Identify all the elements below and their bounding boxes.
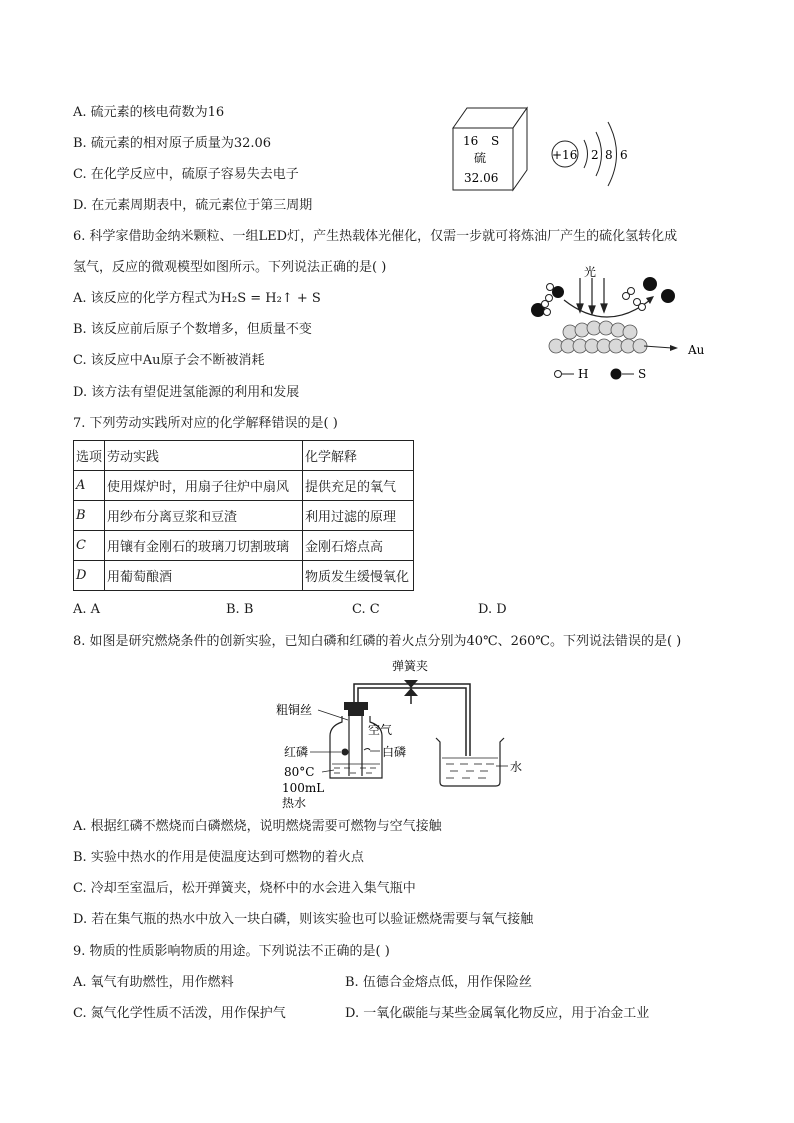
table-cell: 利用过滤的原理 xyxy=(303,501,414,531)
q7-option-d: D. D xyxy=(478,602,507,617)
shell-1: 2 xyxy=(591,148,599,162)
q9-stem: 9. 物质的性质影响物质的用途。下列说法不正确的是( ) xyxy=(73,944,390,959)
product-molecules xyxy=(623,277,676,311)
q7-stem: 7. 下列劳动实践所对应的化学解释错误的是( ) xyxy=(73,416,338,431)
q9-option-d: D. 一氧化碳能与某些金属氧化物反应，用于冶金工业 xyxy=(345,1006,650,1021)
table-row xyxy=(74,561,414,591)
q6-stem-line1: 6. 科学家借助金纳米颗粒、一组LED灯，产生热载体光催化，仅需一步就可将炼油厂产生的硫化氢转化成 xyxy=(73,229,678,244)
combustion-experiment-diagram xyxy=(270,654,540,814)
table-cell: 提供充足的氧气 xyxy=(303,471,414,501)
card-symbol: S xyxy=(491,134,500,148)
q7-option-c: C. C xyxy=(352,602,380,617)
au-label: Au xyxy=(688,343,705,357)
q7-option-b: B. B xyxy=(226,602,254,617)
table-row xyxy=(74,471,414,501)
q8-stem: 8. 如图是研究燃烧条件的创新实验，已知白磷和红磷的着火点分别为40℃、260℃。下列说法错误的是( ) xyxy=(73,634,682,649)
table-header: 劳动实践 xyxy=(105,441,303,471)
atom-structure xyxy=(552,122,628,186)
table-header: 选项 xyxy=(74,441,105,471)
table-row xyxy=(74,501,414,531)
q6-option-a: A. 该反应的化学方程式为H₂S = H₂↑ + S xyxy=(73,291,321,306)
red-phosphorus xyxy=(342,749,349,756)
beaker-water xyxy=(442,758,498,778)
element-card xyxy=(453,108,527,190)
q6-option-d: D. 该方法有望促进氢能源的利用和发展 xyxy=(73,385,300,400)
atom-nucleus: +16 xyxy=(552,148,578,162)
table-header: 化学解释 xyxy=(303,441,414,471)
card-name: 硫 xyxy=(474,151,487,165)
q8-option-b: B. 实验中热水的作用是使温度达到可燃物的着火点 xyxy=(73,850,364,865)
q6-option-b: B. 该反应前后原子个数增多，但质量不变 xyxy=(73,322,312,337)
table-cell: 用葡萄酿酒 xyxy=(105,561,303,591)
table-cell: B xyxy=(74,501,105,531)
table-row xyxy=(74,531,414,561)
q5-option-c: C. 在化学反应中，硫原子容易失去电子 xyxy=(73,167,299,182)
air-label: 空气 xyxy=(368,723,393,737)
wire-label: 粗铜丝 xyxy=(276,703,313,717)
volume-label: 100mL xyxy=(282,781,325,795)
light-arrows xyxy=(577,278,607,314)
white-phosphorus xyxy=(364,749,370,751)
q7-table xyxy=(73,440,414,591)
red-p-label: 红磷 xyxy=(284,745,309,759)
table-cell: A xyxy=(74,471,105,501)
table-cell: 用镶有金刚石的玻璃刀切割玻璃 xyxy=(105,531,303,561)
table-cell: 使用煤炉时，用扇子往炉中扇风 xyxy=(105,471,303,501)
table-cell: 用纱布分离豆浆和豆渣 xyxy=(105,501,303,531)
q8-option-a: A. 根据红磷不燃烧而白磷燃烧，说明燃烧需要可燃物与空气接触 xyxy=(73,819,442,834)
table-header-row xyxy=(74,441,414,471)
q9-option-a: A. 氧气有助燃性，用作燃料 xyxy=(73,975,234,990)
card-mass: 32.06 xyxy=(464,171,499,185)
reaction-model-diagram xyxy=(522,262,722,386)
card-atomic-number: 16 xyxy=(463,134,479,148)
q6-stem-line2: 氢气，反应的微观模型如图所示。下列说法正确的是( ) xyxy=(73,260,387,275)
q5-option-a: A. 硫元素的核电荷数为16 xyxy=(73,105,225,120)
light-label: 光 xyxy=(584,265,597,279)
bottle-hot-water xyxy=(332,764,380,773)
legend-s: S xyxy=(638,367,647,381)
temp-label: 80°C xyxy=(284,765,315,779)
q5-option-b: B. 硫元素的相对原子质量为32.06 xyxy=(73,136,272,151)
hot-water-label: 热水 xyxy=(282,796,307,810)
water-label: 水 xyxy=(510,760,523,774)
q5-option-d: D. 在元素周期表中，硫元素位于第三周期 xyxy=(73,198,313,213)
white-p-label: 白磷 xyxy=(382,745,407,759)
table-cell: D xyxy=(74,561,105,591)
table-cell: 物质发生缓慢氧化 xyxy=(303,561,414,591)
q8-option-d: D. 若在集气瓶的热水中放入一块白磷，则该实验也可以验证燃烧需要与氧气接触 xyxy=(73,912,534,927)
h2s-molecules xyxy=(531,284,564,318)
table-cell: 金刚石熔点高 xyxy=(303,531,414,561)
legend-h: H xyxy=(578,367,589,381)
au-nanoparticle xyxy=(549,321,647,353)
shell-2: 8 xyxy=(605,148,613,162)
q9-option-b: B. 伍德合金熔点低，用作保险丝 xyxy=(345,975,532,990)
q8-option-c: C. 冷却至室温后，松开弹簧夹，烧杯中的水会进入集气瓶中 xyxy=(73,881,416,896)
clip-label: 弹簧夹 xyxy=(392,659,429,673)
stopper xyxy=(344,702,368,710)
q9-option-c: C. 氮气化学性质不活泼，用作保护气 xyxy=(73,1006,286,1021)
shell-3: 6 xyxy=(620,148,628,162)
sulfur-element-figure xyxy=(445,98,645,194)
q7-option-a: A. A xyxy=(73,602,101,617)
table-cell: C xyxy=(74,531,105,561)
q6-option-c: C. 该反应中Au原子会不断被消耗 xyxy=(73,353,265,368)
